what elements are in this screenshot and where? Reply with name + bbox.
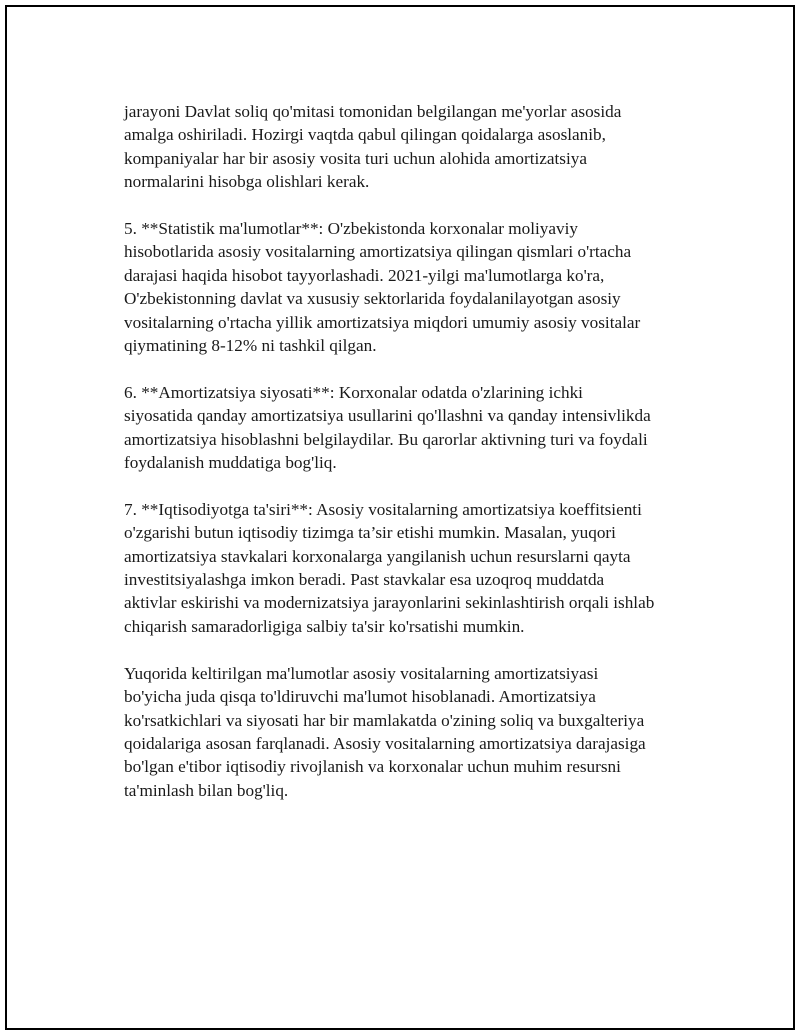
text-line: bo'lgan e'tibor iqtisodiy rivojlanish va korxonalar uchun muhim resursni: [124, 757, 621, 777]
page-frame: [5, 5, 795, 1030]
paragraph-depreciation-policy: [124, 381, 704, 475]
text-line: bo'yicha juda qisqa to'ldiruvchi ma'lumot hisoblanadi. Amortizatsiya: [124, 687, 596, 707]
text-line: ta'minlash bilan bog'liq.: [124, 780, 289, 800]
text-line: amalga oshiriladi. Hozirgi vaqtda qabul qilingan qoidalarga asoslanib,: [124, 125, 606, 145]
text-line: qoidalariga asosan farqlanadi. Asosiy vositalarning amortizatsiya darajasiga: [124, 733, 646, 753]
text-line: darajasi haqida hisobot tayyorlashadi. 2021-yilgi ma'lumotlarga ko'ra,: [124, 265, 605, 285]
text-line: siyosatida qanday amortizatsiya usullarini qo'llashni va qanday intensivlikda: [124, 406, 651, 426]
text-line: vositalarning o'rtacha yillik amortizatsiya miqdori umumiy asosiy vositalar: [124, 312, 641, 332]
text-line: jarayoni Davlat soliq qo'mitasi tomonidan belgilangan me'yorlar asosida: [124, 102, 622, 121]
text-line: 5. **Statistik ma'lumotlar**: O'zbekistonda korxonalar moliyaviy: [124, 219, 578, 239]
text-line: amortizatsiya stavkalari korxonalarga yangilanish uchun resurslarni qayta: [124, 546, 631, 566]
text-line: 6. **Amortizatsiya siyosati**: Korxonalar odatda o'zlarining ichki: [124, 382, 583, 402]
text-line: Yuqorida keltirilgan ma'lumotlar asosiy vositalarning amortizatsiyasi: [124, 663, 599, 683]
text-line: investitsiyalashga imkon beradi. Past stavkalar esa uzoqroq muddatda: [124, 570, 605, 590]
text-line: chiqarish samaradorligiga salbiy ta'sir ko'rsatishi mumkin.: [124, 616, 525, 636]
page-content: [124, 100, 704, 826]
paragraph-intro-continuation: [124, 100, 704, 194]
text-line: kompaniyalar har bir asosiy vosita turi uchun alohida amortizatsiya: [124, 148, 587, 168]
text-line: ko'rsatkichlari va siyosati har bir mamlakatda o'zining soliq va buxgalteriya: [124, 710, 645, 730]
text-line: foydalanish muddatiga bog'liq.: [124, 453, 337, 473]
text-line: O'zbekistonning davlat va xususiy sektorlarida foydalanilayotgan asosiy: [124, 289, 621, 309]
paragraph-conclusion: [124, 662, 704, 802]
paragraph-statistics: [124, 217, 704, 357]
text-line: amortizatsiya hisoblashni belgilaydilar. Bu qarorlar aktivning turi va foydali: [124, 429, 648, 449]
text-line: 7. **Iqtisodiyotga ta'siri**: Asosiy vositalarning amortizatsiya koeffitsienti: [124, 499, 642, 519]
text-line: hisobotlarida asosiy vositalarning amortizatsiya qilingan qismlari o'rtacha: [124, 242, 632, 262]
text-line: qiymatining 8-12% ni tashkil qilgan.: [124, 336, 377, 356]
text-line: normalarini hisobga olishlari kerak.: [124, 172, 370, 192]
paragraph-economic-impact: [124, 498, 704, 638]
text-line: o'zgarishi butun iqtisodiy tizimga ta’sir etishi mumkin. Masalan, yuqori: [124, 523, 616, 543]
text-line: aktivlar eskirishi va modernizatsiya jarayonlarini sekinlashtirish orqali ishlab: [124, 593, 655, 613]
